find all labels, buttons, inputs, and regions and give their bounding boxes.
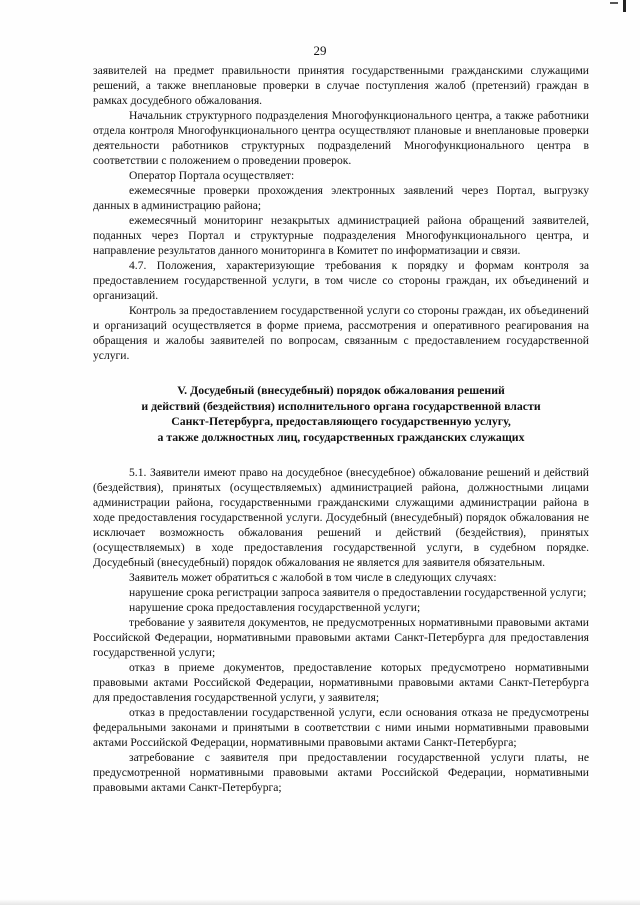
paragraph: нарушение срока регистрации запроса заявителя о предоставлении государственной услуги; <box>129 586 587 599</box>
paragraph: заявителей на предмет правильности принятия государственными гражданскими служащими решений, а также внеплановые проверки в случае поступления жалоб (претензий) граждан в рамках досудебного обжалования. <box>93 64 589 107</box>
paragraph: отказ в приеме документов, предоставление которых предусмотрено нормативными правовыми актами Российской Федерации, нормативными правовыми актами Санкт-Петербурга для предоставления государственной услуги, у заявителя; <box>93 661 589 704</box>
paragraph: отказ в предоставлении государственной услуги, если основания отказа не предусмотрены федеральными законами и принятыми в соответствии с ними иными нормативными правовыми актами Российской Федерации, нормативными правовыми актами Санкт-Петербурга; <box>93 706 589 749</box>
paragraph: 5.1. Заявители имеют право на досудебное (внесудебное) обжалование решений и действий (бездействия), принятых (осуществляемых) администрацией района, должностными лицами администрации района, государственными гражданскими служащими администрации района в ходе предоставления государственной услуги. Досудебный (внесудебный) порядок обжалования не исключает возможность обжалования решений и действий (бездействия), принятых (осуществляемых) в ходе предоставления государственной услуги, в судебном порядке. Досудебный (внесудебный) порядок обжалования не является для заявителя обязательным. <box>93 466 589 569</box>
paragraph: Оператор Портала осуществляет: <box>129 169 295 182</box>
paragraph: Начальник структурного подразделения Многофункционального центра, а также работники отдела контроля Многофункционального центра осуществляют плановые и внеплановые проверки деятельности работников структурных подразделений Многофункционального центра в соответствии с положением о проведении проверок. <box>93 109 589 167</box>
paragraph: нарушение срока предоставления государственной услуги; <box>129 601 421 614</box>
heading-line: V. Досудебный (внесудебный) порядок обжалования решений <box>177 383 505 397</box>
scan-artifact <box>610 2 618 4</box>
section-heading <box>93 383 589 445</box>
scan-artifact <box>623 0 626 12</box>
heading-line: Санкт-Петербурга, предоставляющего государственную услугу, <box>171 414 511 428</box>
scan-edge <box>0 899 640 905</box>
document-body <box>93 63 589 795</box>
page-number: 29 <box>313 43 327 58</box>
section-4-text <box>93 63 589 363</box>
paragraph: требование у заявителя документов, не предусмотренных нормативными правовыми актами Российской Федерации, нормативными правовыми актами Санкт-Петербурга для предоставления государственной услуги; <box>93 616 589 659</box>
heading-line: и действий (бездействия) исполнительного органа государственной власти <box>141 398 541 413</box>
paragraph: Контроль за предоставлением государственной услуги со стороны граждан, их объединений и организаций осуществляется в форме приема, рассмотрения и оперативного реагирования на обращения и жалобы заявителей по вопросам, связанным с предоставлением государственной услуги. <box>93 304 589 362</box>
section-5-text <box>93 465 589 795</box>
paragraph: ежемесячные проверки прохождения электронных заявлений через Портал, выгрузку данных в администрацию района; <box>93 184 589 212</box>
paragraph: 4.7. Положения, характеризующие требования к порядку и формам контроля за предоставлением государственной услуги, в том числе со стороны граждан, их объединений и организаций. <box>93 259 589 302</box>
heading-line: а также должностных лиц, государственных гражданских служащих <box>157 429 525 444</box>
paragraph: затребование с заявителя при предоставлении государственной услуги платы, не предусмотренной нормативными правовыми актами Российской Федерации, нормативными правовыми актами Санкт-Петербурга; <box>93 751 589 794</box>
paragraph: ежемесячный мониторинг незакрытых администрацией района обращений заявителей, поданных через Портал и структурные подразделения Многофункционального центра, и направление результатов данного мониторинга в Комитет по информатизации и связи. <box>93 214 589 257</box>
paragraph: Заявитель может обратиться с жалобой в том числе в следующих случаях: <box>129 571 497 584</box>
